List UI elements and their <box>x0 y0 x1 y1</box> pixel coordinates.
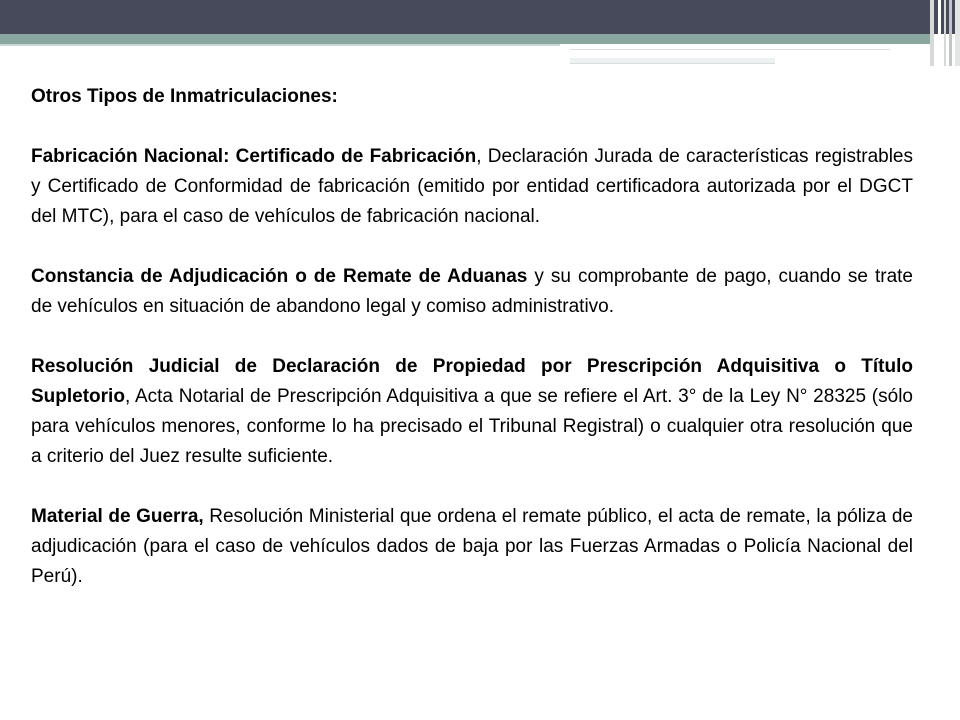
paragraph-resolucion <box>31 352 913 472</box>
paragraph-text: , Declaración Jurada de características registrables y Certificado de Conformidad de fabricación (emitido por entidad certificadora autorizada por el DGCT del MTC), para el caso de vehículos de fabricación nacional. <box>31 146 913 227</box>
corner-strip <box>944 0 946 66</box>
slide-accent-line <box>0 34 930 44</box>
corner-strip <box>938 0 941 66</box>
slide-body <box>31 82 913 592</box>
corner-strip <box>955 0 960 66</box>
paragraph-text: y su comprobante de pago, cuando se trate de vehículos en situación de abandono legal y comiso administrativo. <box>31 266 913 317</box>
slide-heading: Otros Tipos de Inmatriculaciones: <box>31 86 338 107</box>
slide-accent-line-thin <box>0 44 560 46</box>
paragraph-lead: Fabricación Nacional: Certificado de Fabricación <box>31 146 477 167</box>
paragraph-material <box>31 502 913 592</box>
paragraph-text: , Acta Notarial de Prescripción Adquisitiva a que se refiere el Art. 3° de la Ley N° 28325 (sólo para vehículos menores, conforme lo ha precisado el Tribunal Registral) o cualquier otra resolución que a criterio del Juez resulte suficiente. <box>31 386 913 467</box>
slide-top-bar <box>0 0 960 34</box>
paragraph-lead: Resolución Judicial de Declaración de Propiedad por Prescripción Adquisitiva o Título Supletorio <box>31 356 913 407</box>
paragraph-text: Resolución Ministerial que ordena el remate público, el acta de remate, la póliza de adjudicación (para el caso de vehículos dados de baja por las Fuerzas Armadas o Policía Nacional del Perú). <box>31 506 913 587</box>
paragraph-fabricacion <box>31 142 913 232</box>
paragraph-lead: Material de Guerra, <box>31 506 204 527</box>
decorative-bar-short <box>570 58 775 64</box>
corner-strip <box>930 0 934 66</box>
decorative-bar <box>570 45 890 50</box>
paragraph-constancia <box>31 262 913 322</box>
paragraph-lead: Constancia de Adjudicación o de Remate de Aduanas <box>31 266 528 287</box>
corner-strip <box>949 0 952 66</box>
